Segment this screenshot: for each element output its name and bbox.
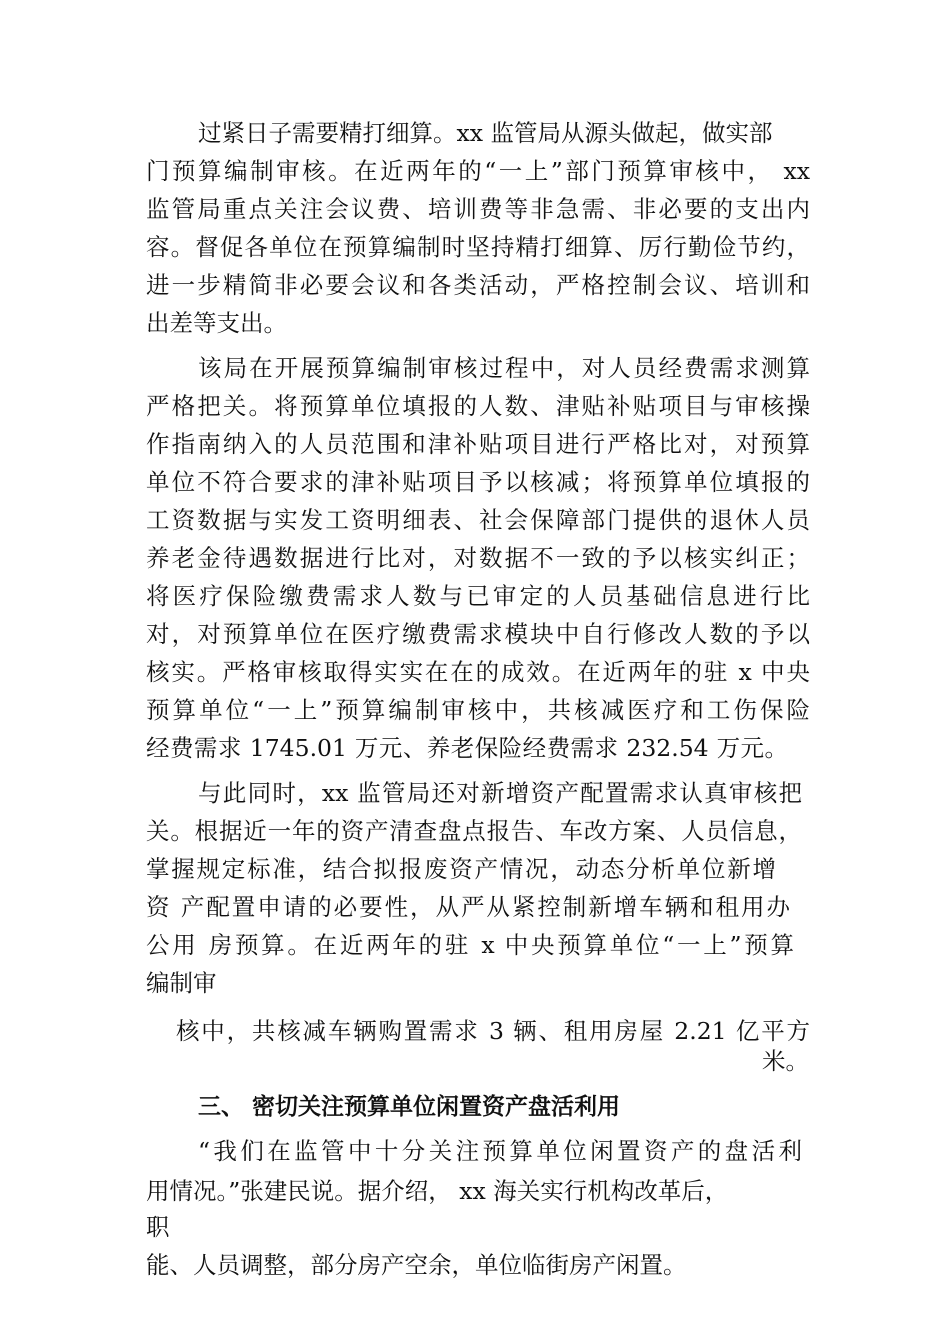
text-line: 掌握规定标准，结合拟报废资产情况，动态分析单位新增 — [146, 855, 776, 883]
text-line: 核中，共核减车辆购置需求 3 辆、租用房屋 2.21 亿平方 — [176, 1017, 810, 1045]
text-line: 关。根据近一年的资产清查盘点报告、车改方案、人员信息， — [146, 817, 802, 845]
text-line: 容。督促各单位在预算编制时坚持精打细算、厉行勤俭节约， — [146, 233, 810, 261]
text-line: 职 — [146, 1213, 170, 1241]
text-line: 经费需求 1745.01 万元、养老保险经费需求 232.54 万元。 — [146, 734, 788, 762]
text-line: 能、人员调整，部分房产空余，单位临街房产闲置。 — [146, 1251, 687, 1279]
text-line: 严格把关。将预算单位填报的人数、津贴补贴项目与审核操 — [146, 392, 810, 420]
text-line: 米。 — [762, 1047, 809, 1075]
text-line: 过紧日子需要精打细算。xx 监管局从源头做起，做实部 — [198, 119, 773, 147]
text-line: 编制审 — [146, 969, 217, 997]
text-line: 作指南纳入的人员范围和津补贴项目进行严格比对，对预算 — [146, 430, 810, 458]
text-line: 单位不符合要求的津补贴项目予以核减；将预算单位填报的 — [146, 468, 810, 496]
text-line: 监管局重点关注会议费、培训费等非急需、非必要的支出内 — [146, 195, 810, 223]
text-line: 对，对预算单位在医疗缴费需求模块中自行修改人数的予以 — [146, 620, 810, 648]
text-line: 预算单位“一上”预算编制审核中，共核减医疗和工伤保险 — [146, 696, 810, 724]
text-line: 养老金待遇数据进行比对，对数据不一致的予以核实纠正； — [146, 544, 810, 572]
text-line: 与此同时，xx 监管局还对新增资产配置需求认真审核把 — [198, 779, 802, 807]
text-line: 将医疗保险缴费需求人数与已审定的人员基础信息进行比 — [146, 582, 810, 610]
text-line: 核实。严格审核取得实实在在的成效。在近两年的驻 x 中央 — [146, 658, 810, 686]
text-line: 进一步精简非必要会议和各类活动，严格控制会议、培训和 — [146, 271, 810, 299]
text-line: 出差等支出。 — [146, 309, 287, 337]
text-line: 资 产配置申请的必要性，从严从紧控制新增车辆和租用办 — [146, 893, 790, 921]
text-line: “我们在监管中十分关注预算单位闲置资产的盘活利 — [198, 1137, 802, 1165]
text-line: 用情况。”张建民说。据介绍， xx 海关实行机构改革后， — [146, 1177, 729, 1205]
text-line: 该局在开展预算编制审核过程中，对人员经费需求测算 — [198, 354, 810, 382]
text-line: 公用 房预算。在近两年的驻 x 中央预算单位“一上”预算 — [146, 931, 794, 959]
text-line: 门预算编制审核。在近两年的“一上”部门预算审核中， xx — [146, 157, 810, 185]
text-line: 工资数据与实发工资明细表、社会保障部门提供的退休人员 — [146, 506, 810, 534]
section-heading: 三、 密切关注预算单位闲置资产盘活利用 — [198, 1094, 621, 1120]
